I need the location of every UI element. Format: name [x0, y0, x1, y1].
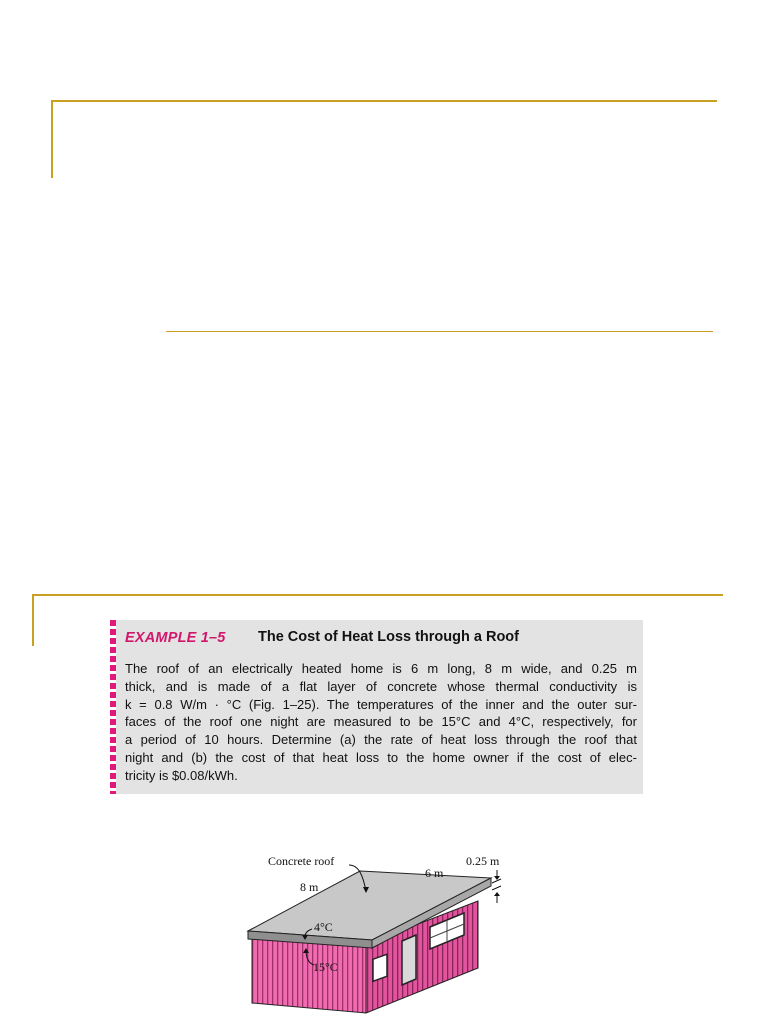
house-front-wall	[252, 939, 366, 1013]
outer-temp-label: 4°C	[314, 920, 333, 934]
bottom-rule-vertical	[32, 594, 34, 646]
thickness-tick-2	[492, 886, 501, 890]
example-label: EXAMPLE 1–5	[125, 630, 226, 646]
roof-label: Concrete roof	[268, 854, 335, 868]
thickness-arrowhead-bottom	[494, 892, 500, 896]
top-rule-vertical	[51, 100, 53, 178]
inner-temp-label: 15°C	[313, 960, 338, 974]
example-heading	[125, 629, 519, 647]
example-line-4: faces of the roof one night are measured to be 15°C and 4°C, respectively, for	[125, 714, 637, 730]
house-door	[402, 935, 416, 985]
example-line-3: k = 0.8 W/m · °C (Fig. 1–25). The temperatures of the inner and the outer sur-	[125, 696, 637, 712]
example-stripe	[110, 620, 116, 794]
example-text	[125, 660, 637, 785]
house-window-small	[373, 954, 387, 981]
example-title: The Cost of Heat Loss through a Roof	[258, 629, 519, 645]
house-figure	[242, 843, 522, 1019]
example-line-2: thick, and is made of a flat layer of concrete whose thermal conductivity is	[125, 678, 637, 694]
middle-rule	[166, 331, 713, 332]
example-line-6: night and (b) the cost of that heat loss to the home owner if the cost of elec-	[125, 749, 637, 765]
example-line-1: The roof of an electrically heated home is 6 m long, 8 m wide, and 0.25 m	[125, 661, 637, 676]
thickness-tick-1	[492, 879, 501, 883]
width-label: 6 m	[425, 866, 444, 880]
thickness-label: 0.25 m	[466, 854, 500, 868]
bottom-rule-horizontal	[32, 594, 723, 596]
example-box	[110, 620, 643, 794]
example-line-5: a period of 10 hours. Determine (a) the rate of heat loss through the roof that	[125, 732, 637, 748]
length-label: 8 m	[300, 880, 319, 894]
example-line-7: tricity is $0.08/kWh.	[125, 767, 238, 783]
top-rule-horizontal	[51, 100, 717, 102]
